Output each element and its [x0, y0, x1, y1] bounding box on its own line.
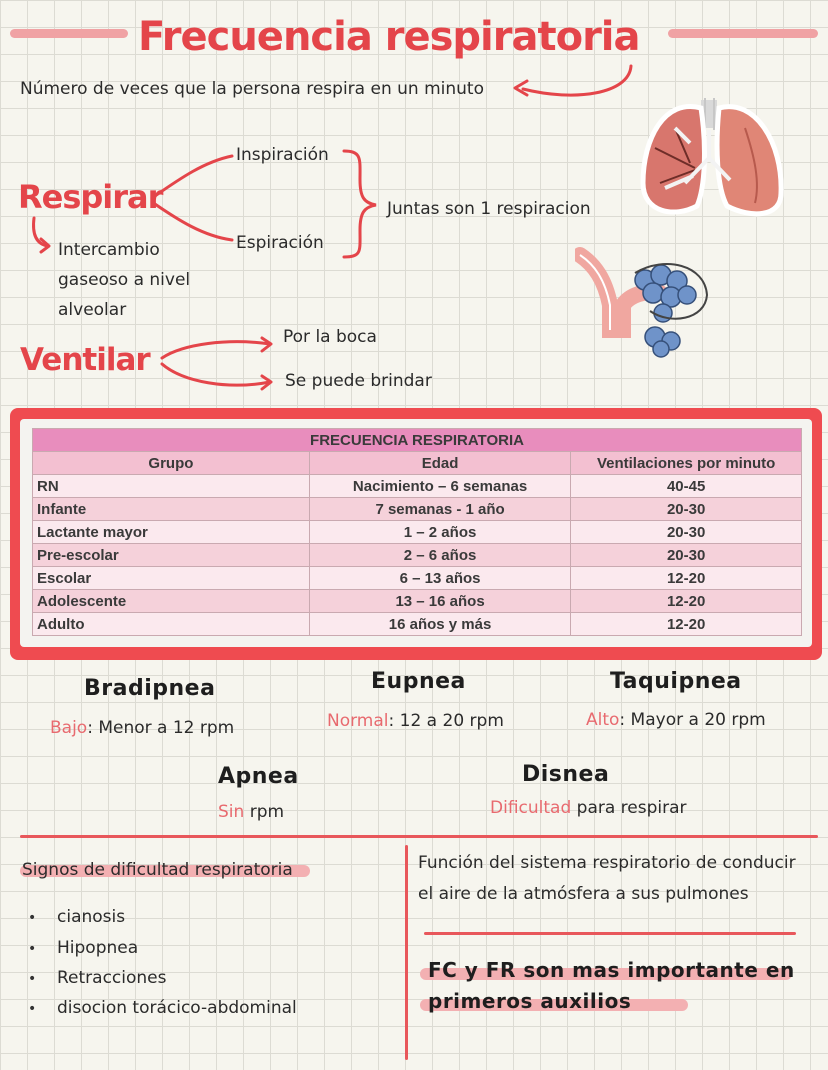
- sign-item: Hipopnea: [57, 938, 139, 958]
- curly-brace: [340, 145, 380, 263]
- function-note-line2: el aire de la atmósfera a sus pulmones: [418, 884, 749, 904]
- respirar-branch-espiracion: Espiración: [236, 233, 324, 253]
- term-apnea-tag: Sin: [218, 802, 245, 822]
- term-eupnea-rest: : 12 a 20 rpm: [388, 711, 504, 731]
- term-eupnea-title: Eupnea: [371, 669, 466, 694]
- cell-grupo: Lactante mayor: [33, 521, 310, 544]
- frequency-table: [32, 428, 802, 636]
- term-disnea-rest: para respirar: [571, 798, 687, 818]
- header-edad: Edad: [309, 452, 570, 475]
- table-row: [33, 613, 802, 636]
- bullet: •: [28, 910, 37, 926]
- cell-edad: 13 – 16 años: [309, 590, 570, 613]
- respirar-branch-inspiracion: Inspiración: [236, 145, 329, 165]
- respirar-branches: [148, 150, 238, 245]
- definition-text: Número de veces que la persona respira en un minuto: [20, 79, 484, 99]
- ventilar-branch-boca: Por la boca: [283, 327, 377, 347]
- sign-item: disocion torácico-abdominal: [57, 998, 297, 1018]
- term-disnea-tag: Dificultad: [490, 798, 572, 818]
- respirar-desc-line1: Intercambio: [58, 240, 160, 260]
- table-row: [33, 498, 802, 521]
- cell-edad: 6 – 13 años: [309, 567, 570, 590]
- cell-ventilaciones: 12-20: [571, 567, 802, 590]
- lungs-illustration: [635, 88, 790, 223]
- cell-ventilaciones: 12-20: [571, 613, 802, 636]
- cell-ventilaciones: 20-30: [571, 498, 802, 521]
- cell-edad: 1 – 2 años: [309, 521, 570, 544]
- cell-edad: 2 – 6 años: [309, 544, 570, 567]
- cell-grupo: Infante: [33, 498, 310, 521]
- table-row: [33, 590, 802, 613]
- ventilar-label: Ventilar: [20, 342, 150, 378]
- sign-item: cianosis: [57, 907, 126, 927]
- term-taquipnea-rest: : Mayor a 20 rpm: [619, 710, 766, 730]
- cell-ventilaciones: 20-30: [571, 521, 802, 544]
- term-bradipnea-desc: [50, 718, 234, 738]
- cell-edad: Nacimiento – 6 semanas: [309, 475, 570, 498]
- cell-grupo: RN: [33, 475, 310, 498]
- table-row: [33, 521, 802, 544]
- respirar-desc-line3: alveolar: [58, 300, 127, 320]
- cell-grupo: Escolar: [33, 567, 310, 590]
- definition-arrow: [505, 60, 640, 110]
- note-divider: [424, 932, 796, 935]
- term-disnea-desc: [490, 798, 687, 818]
- signs-title: Signos de dificultad respiratoria: [22, 860, 293, 880]
- sign-item: Retracciones: [57, 968, 167, 988]
- respirar-desc-line2: gaseoso a nivel: [58, 270, 191, 290]
- term-eupnea-tag: Normal: [327, 711, 389, 731]
- term-bradipnea-rest: : Menor a 12 rpm: [87, 718, 235, 738]
- function-note-line1: Función del sistema respiratorio de conducir: [418, 853, 796, 873]
- header-grupo: Grupo: [33, 452, 310, 475]
- term-taquipnea-title: Taquipnea: [610, 669, 742, 694]
- term-bradipnea-tag: Bajo: [50, 718, 88, 738]
- table-frame: [10, 408, 822, 660]
- joined-note: Juntas son 1 respiracion: [387, 199, 591, 219]
- bullet: •: [28, 1001, 37, 1017]
- cell-edad: 16 años y más: [309, 613, 570, 636]
- term-taquipnea-desc: [586, 710, 766, 730]
- cell-ventilaciones: 20-30: [571, 544, 802, 567]
- term-bradipnea-title: Bradipnea: [84, 676, 216, 701]
- cell-ventilaciones: 12-20: [571, 590, 802, 613]
- table-row: [33, 475, 802, 498]
- cell-grupo: Adolescente: [33, 590, 310, 613]
- page-title: Frecuencia respiratoria: [138, 14, 640, 60]
- cell-edad: 7 semanas - 1 año: [309, 498, 570, 521]
- bullet: •: [28, 971, 37, 987]
- term-apnea-title: Apnea: [218, 764, 299, 789]
- table-row: [33, 567, 802, 590]
- title-line-left: [10, 29, 128, 38]
- cell-grupo: Adulto: [33, 613, 310, 636]
- priority-note-line1: FC y FR son mas importante en: [428, 958, 795, 982]
- respirar-label: Respirar: [18, 178, 163, 216]
- cell-ventilaciones: 40-45: [571, 475, 802, 498]
- title-line-right: [668, 29, 818, 38]
- cell-grupo: Pre-escolar: [33, 544, 310, 567]
- bottom-divider: [20, 835, 818, 838]
- term-taquipnea-tag: Alto: [586, 710, 620, 730]
- header-ventilaciones: Ventilaciones por minuto: [571, 452, 802, 475]
- alveoli-illustration: [575, 245, 715, 360]
- table-caption: FRECUENCIA RESPIRATORIA: [33, 429, 802, 452]
- respirar-down-arrow: [26, 214, 56, 254]
- term-disnea-title: Disnea: [522, 762, 610, 787]
- term-eupnea-desc: [327, 711, 504, 731]
- table-panel: [20, 419, 812, 647]
- table-row: [33, 544, 802, 567]
- bottom-vertical-divider: [405, 845, 408, 1060]
- term-apnea-rest: rpm: [244, 802, 285, 822]
- priority-note-line2: primeros auxilios: [428, 989, 632, 1013]
- bullet: •: [28, 941, 37, 957]
- term-apnea-desc: [218, 802, 284, 822]
- ventilar-arrows: [158, 330, 283, 400]
- ventilar-branch-brindar: Se puede brindar: [285, 371, 432, 391]
